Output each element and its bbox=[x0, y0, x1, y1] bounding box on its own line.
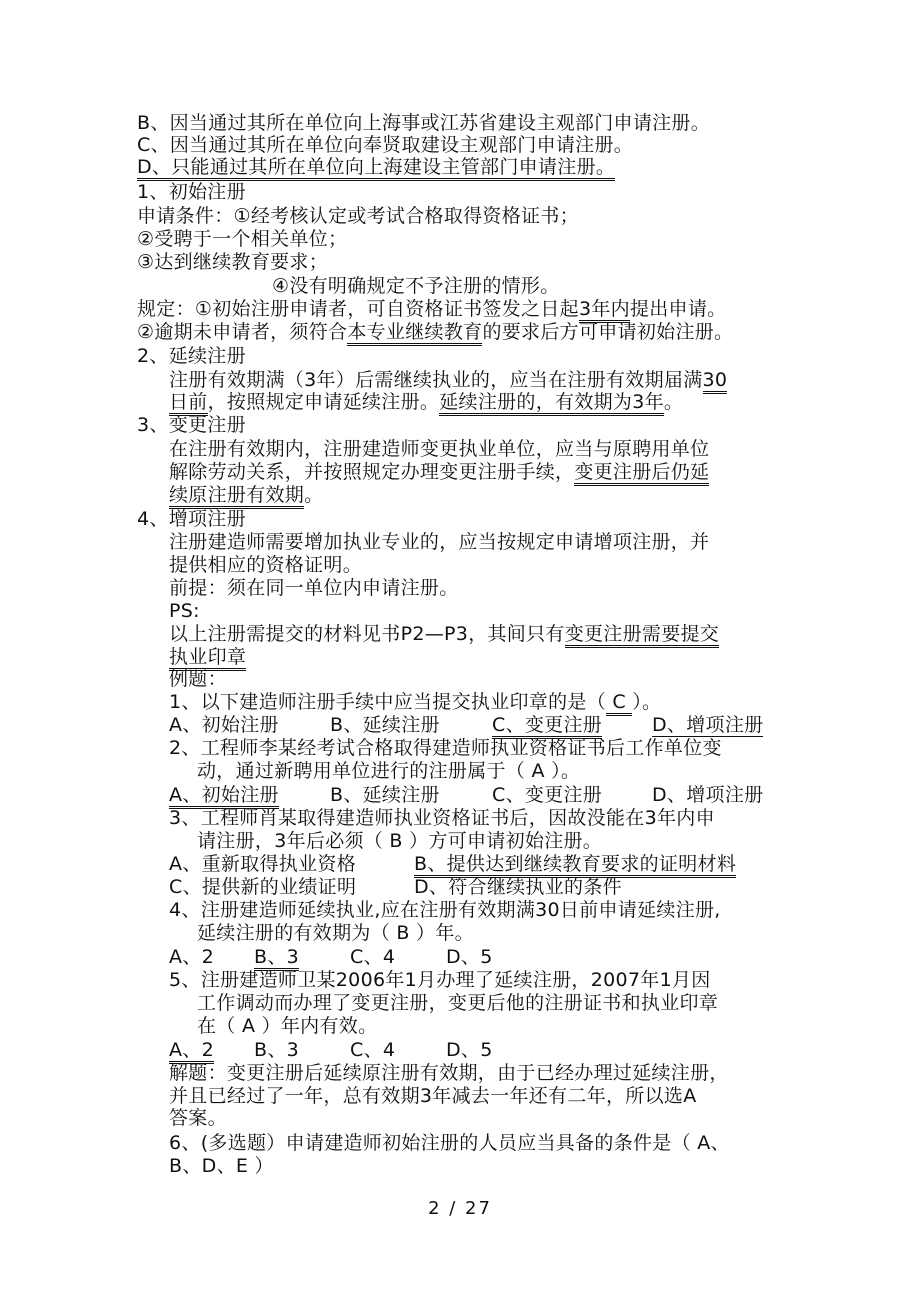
text: 的要求后方可申请初始注册。 bbox=[482, 321, 734, 343]
text: D、符合继续执业的条件 bbox=[414, 876, 622, 898]
text: ，按照规定申请延续注册。 bbox=[207, 391, 440, 413]
option-c-line bbox=[137, 134, 633, 156]
text: C、4 bbox=[350, 946, 396, 968]
text: 解除劳动关系，并按照规定办理变更注册手续， bbox=[169, 461, 575, 483]
renewal-text-1 bbox=[169, 369, 727, 391]
ps-label bbox=[169, 600, 200, 622]
text: 。 bbox=[304, 484, 324, 506]
text: 4、增项注册 bbox=[137, 508, 246, 530]
text: 3、变更注册 bbox=[137, 414, 246, 436]
q4-option-c bbox=[350, 946, 395, 968]
q4-option-d bbox=[446, 946, 493, 968]
page-number: 2 / 27 bbox=[428, 1198, 492, 1219]
change-text-2 bbox=[169, 461, 709, 483]
text: 动，通过新聘用单位进行的注册属于（ A ）。 bbox=[197, 760, 581, 782]
q2-option-a bbox=[169, 784, 279, 806]
ps-text-2 bbox=[169, 646, 246, 668]
text-underlined: B、3 bbox=[254, 946, 299, 971]
text: 。 bbox=[663, 391, 684, 413]
renewal-text-2 bbox=[169, 391, 683, 413]
q2-option-c bbox=[492, 784, 602, 806]
text: 工作调动而办理了变更注册，变更后他的注册证书和执业印章 bbox=[197, 992, 719, 1014]
option-d-line bbox=[137, 156, 615, 178]
condition-3-line bbox=[137, 251, 328, 273]
text: B、D、E ） bbox=[169, 1155, 274, 1177]
q4-text-2 bbox=[197, 922, 474, 944]
text: 规定：①初始注册申请者，可自资格证书签发之日起 bbox=[137, 298, 579, 320]
text: 在（ A ）年内有效。 bbox=[197, 1015, 378, 1037]
text: B、3 bbox=[254, 1039, 300, 1061]
text: B、延续注册 bbox=[330, 714, 440, 736]
text: 注册有效期满（3年）后需继续执业的，应当在注册有效期届满 bbox=[169, 369, 703, 391]
text: 提出申请。 bbox=[629, 298, 727, 320]
text-underlined: B、提供达到继续教育要求的证明材料 bbox=[414, 853, 736, 878]
text-underlined: 3年内 bbox=[579, 298, 630, 323]
q5-option-b bbox=[254, 1039, 299, 1061]
text: C、提供新的业绩证明 bbox=[169, 876, 357, 898]
conditions-line bbox=[137, 205, 579, 227]
text: ④没有明确规定不予注册的情形。 bbox=[272, 275, 560, 297]
q3-text-1 bbox=[169, 807, 715, 829]
q4-text-1 bbox=[169, 899, 721, 921]
q1-text bbox=[169, 691, 661, 713]
q6-text-1 bbox=[169, 1132, 730, 1154]
q3-option-b bbox=[414, 853, 736, 875]
q3-text-2 bbox=[197, 830, 602, 852]
add-premise bbox=[169, 577, 459, 599]
text: 延续注册的有效期为（ B ）年。 bbox=[197, 922, 474, 944]
q5-text-2 bbox=[197, 992, 718, 1014]
change-text-1 bbox=[169, 438, 709, 460]
text: 解题：变更注册后延续原注册有效期，由于已经办理过延续注册， bbox=[169, 1062, 729, 1084]
text: 3、工程师肖某取得建造师执业资格证书后，因故没能在3年内申 bbox=[169, 807, 715, 829]
text: 例题： bbox=[169, 668, 227, 690]
condition-2-line bbox=[137, 228, 347, 250]
text: 2、延续注册 bbox=[137, 345, 246, 367]
solution-3 bbox=[169, 1107, 227, 1129]
text: A、初始注册 bbox=[169, 714, 279, 736]
text: 1、以下建造师注册手续中应当提交执业印章的是（ bbox=[169, 691, 606, 713]
q2-option-d bbox=[652, 784, 763, 806]
change-text-3 bbox=[169, 484, 323, 506]
text: D、增项注册 bbox=[652, 784, 764, 806]
text: C、4 bbox=[350, 1039, 396, 1061]
text-underlined: 执业印章 bbox=[169, 646, 246, 671]
text: 提供相应的资格证明。 bbox=[169, 554, 363, 576]
section-renewal-heading bbox=[137, 345, 246, 367]
text-underlined: A、2 bbox=[169, 1039, 214, 1064]
q5-option-a bbox=[169, 1039, 214, 1061]
q1-option-c bbox=[492, 714, 602, 736]
text: ③达到继续教育要求； bbox=[137, 251, 329, 273]
text: ②逾期未申请者，须符合 bbox=[137, 321, 348, 343]
text: 并且已经过了一年，总有效期3年减去一年还有二年，所以选A bbox=[169, 1085, 697, 1107]
text: 以上注册需提交的材料见书P2—P3，其间只有 bbox=[169, 623, 565, 645]
solution-2 bbox=[169, 1085, 697, 1107]
text: 在注册有效期内，注册建造师变更执业单位，应当与原聘用单位 bbox=[169, 438, 710, 460]
text: B、因当通过其所在单位向上海事或江苏省建设主观部门申请注册。 bbox=[137, 112, 711, 134]
text: 申请条件：①经考核认定或考试合格取得资格证书； bbox=[137, 205, 579, 227]
q2-option-b bbox=[330, 784, 440, 806]
text: D、5 bbox=[446, 1039, 493, 1061]
text: 注册建造师需要增加执业专业的，应当按规定申请增项注册，并 bbox=[169, 531, 710, 553]
q1-option-d bbox=[652, 714, 763, 736]
q2-text-2 bbox=[197, 760, 580, 782]
text: C、变更注册 bbox=[492, 784, 603, 806]
text: 5、注册建造师卫某2006年1月办理了延续注册，2007年1月因 bbox=[169, 969, 711, 991]
q5-text-1 bbox=[169, 969, 711, 991]
section-add-heading bbox=[137, 508, 246, 530]
condition-4-line bbox=[272, 275, 560, 297]
solution-1 bbox=[169, 1062, 729, 1084]
text-underlined: C、变更注册 bbox=[492, 714, 602, 739]
rule-2-line bbox=[137, 321, 733, 343]
q5-option-c bbox=[350, 1039, 395, 1061]
q1-option-a bbox=[169, 714, 279, 736]
q5-option-d bbox=[446, 1039, 493, 1061]
examples-label bbox=[169, 668, 227, 690]
q3-option-a bbox=[169, 853, 356, 875]
text-underlined: 变更注册后仍延 bbox=[574, 461, 709, 486]
add-text-2 bbox=[169, 554, 362, 576]
text: D、增项注册 bbox=[652, 714, 764, 736]
text-underlined: 30 bbox=[703, 369, 728, 394]
option-b-line bbox=[137, 112, 710, 134]
text: 请注册，3年后必须（ B ）方可申请初始注册。 bbox=[197, 830, 603, 852]
text: C、因当通过其所在单位向奉贤取建设主观部门申请注册。 bbox=[137, 134, 634, 156]
q3-option-d bbox=[414, 876, 622, 898]
text: A、2 bbox=[169, 946, 214, 968]
text-underlined: 本专业继续教育 bbox=[347, 321, 482, 346]
q6-text-2 bbox=[169, 1155, 274, 1177]
text: PS: bbox=[169, 600, 200, 622]
rule-1-line bbox=[137, 298, 726, 320]
q4-option-a bbox=[169, 946, 214, 968]
text: ）。 bbox=[632, 691, 662, 713]
text: D、5 bbox=[446, 946, 493, 968]
q3-option-c bbox=[169, 876, 356, 898]
q5-text-3 bbox=[197, 1015, 377, 1037]
text: A、重新取得执业资格 bbox=[169, 853, 356, 875]
q2-text-1 bbox=[169, 737, 722, 759]
text-underlined: 续原注册有效期 bbox=[169, 484, 304, 509]
q4-option-b bbox=[254, 946, 299, 968]
answer: C bbox=[606, 691, 632, 716]
text-underlined: 日前 bbox=[169, 391, 208, 416]
text: 2、工程师李某经考试合格取得建造师执业资格证书后工作单位变 bbox=[169, 737, 722, 759]
text: 6、(多选题）申请建造师初始注册的人员应当具备的条件是（ A、 bbox=[169, 1132, 730, 1154]
section-initial-heading bbox=[137, 181, 246, 203]
text-underlined: 变更注册需要提交 bbox=[565, 623, 719, 648]
text-underlined: A、初始注册 bbox=[169, 784, 279, 809]
q1-option-b bbox=[330, 714, 440, 736]
add-text-1 bbox=[169, 531, 709, 553]
text-underlined: 延续注册的，有效期为3年 bbox=[439, 391, 664, 416]
text: D、只能通过其所在单位向上海建设主管部门申请注册。 bbox=[137, 156, 615, 181]
ps-text-1 bbox=[169, 623, 719, 645]
text: 答案。 bbox=[169, 1107, 227, 1129]
text: 1、初始注册 bbox=[137, 181, 246, 203]
text: 4、注册建造师延续执业,应在注册有效期满30日前申请延续注册, bbox=[169, 899, 721, 921]
text: 前提：须在同一单位内申请注册。 bbox=[169, 577, 459, 599]
text: ②受聘于一个相关单位； bbox=[137, 228, 348, 250]
section-change-heading bbox=[137, 414, 246, 436]
text: B、延续注册 bbox=[330, 784, 440, 806]
